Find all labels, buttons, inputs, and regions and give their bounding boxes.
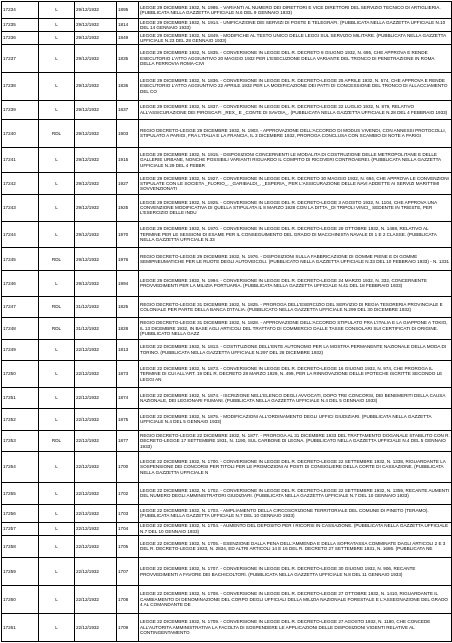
description-cell: REGIO DECRETO-LEGGE 22 DICEMBRE 1932, N. 1877. - PROROGA AL 31 DICEMBRE 1933 DEL TRATTAMENTO DOGANALE STABILITO CON R. DECRETO-LEGGE 17 SETTEMBRE 1931, N. 1190, SUL CARBONE DI LEGNA. (PUBBLICATO NELLA GAZZETTA UFFICIALE N.4 DEL 5 GENNAIO 1933) bbox=[139, 430, 452, 451]
act-date-cell: 29/12/1932 bbox=[75, 19, 117, 32]
page-number-cell: 1873 bbox=[117, 361, 139, 388]
page-number-cell: 1927 bbox=[117, 173, 139, 194]
record-number-cell: 17251 bbox=[2, 387, 39, 408]
act-date-cell: 29/12/1932 bbox=[75, 248, 117, 271]
record-number-cell: 17258 bbox=[2, 535, 39, 558]
act-date-cell: 29/12/1932 bbox=[75, 194, 117, 221]
page-number-cell: 1915 bbox=[117, 147, 139, 173]
page-number-cell: 1994 bbox=[117, 270, 139, 296]
act-type-cell: L bbox=[39, 613, 75, 641]
record-number-cell: 17236 bbox=[2, 32, 39, 45]
record-number-cell: 17238 bbox=[2, 72, 39, 100]
act-date-cell: 22/12/1932 bbox=[75, 504, 117, 522]
page-number-cell: 1925 bbox=[117, 194, 139, 221]
act-date-cell: 22/12/1932 bbox=[75, 430, 117, 451]
act-type-cell: RDL bbox=[39, 296, 75, 317]
table-row bbox=[2, 221, 452, 248]
description-cell: REGIO DECRETO-LEGGE 29 DICEMBRE 1932, N. 1903. - APPROVAZIONE DELL'ACCORDO DI MODUS VIVENDI, CON ANNESSI PROTOCOLLI, STIPULATO A PARIGI, FRA L'ITALIA E LA FRANCIA, IL 3 DICEMBRE 1932, PROROGA CONCLUSA CON SCAMBIO DI NOTE A PARIGI bbox=[139, 119, 452, 147]
description-cell: LEGGE 22 DICEMBRE 1932, N. 1700. - CONVERSIONE IN LEGGE DEL R. DECRETO-LEGGE 22 SETTEMBRE 1932, N. 1338, RIGUARDANTE LA SOSPENSIONE DEI CONCORSI PER TITOLI PER LE PROMOZIONI AI POSTI DI CONSIGLIERE DELLA CORTE DI CASSAZIONE. (PUBBLICATA NELLA GAZZETTA UFFICIALE N bbox=[139, 452, 452, 483]
record-number-cell: 17247 bbox=[2, 296, 39, 317]
table-row bbox=[2, 296, 452, 317]
description-cell: LEGGE 29 DICEMBRE 1932, N. 1915. - DISPOSIZIONI CONCERNENTI LE MODALITA DI COSTRUZIONE DELLE METROPOLITANE E DELLE GALLERIE URBANE, NONCHE POSSIBILI VARIANTI RIGUARDO IL COMPITO DI RICOVERI CONTROAEREI. (PUBBLICATA NELLA GAZZETTA UFFICIALE N.29 DEL 4 FEBBR bbox=[139, 147, 452, 173]
description-cell: REGIO DECRETO-LEGGE 31 DICEMBRE 1932, N. 1828. - APPROVAZIONE DELL'ACCORDO STIPULATO FRA L'ITALIA E LA GIAPPONE A TOKIO, IL 13 DICEMBRE 1932, IN BASE AGLI ARTICOLI DEL TRATTATO DI COMMERCIO DALLE TASSE CONSOLARI SUI CERTIFICATI DI ORIGINE. (PUBBLICATO NELLA GAZZ bbox=[139, 318, 452, 339]
page-number-cell: 1970 bbox=[117, 221, 139, 248]
act-type-cell: L bbox=[39, 522, 75, 535]
act-type-cell: L bbox=[39, 452, 75, 483]
page-number-cell: 1836 bbox=[117, 72, 139, 100]
table-row bbox=[2, 32, 452, 45]
description-cell: LEGGE 22 DICEMBRE 1932, N. 1874. - ISCRIZIONE NELL'ELENCO DEGLI AVVOCATI, DOPO TRE CONCORSI, DEI BENEMERITI DELLA CAUSA NAZIONALE, DEI LEGIONARI FIUMANI. (PUBBLICATA NELLA GAZZETTA UFFICIALE N.4 DEL 5 GENNAIO 1933) bbox=[139, 387, 452, 408]
table-row bbox=[2, 452, 452, 483]
table-body bbox=[2, 2, 452, 642]
page-number-cell: 1877 bbox=[117, 430, 139, 451]
record-number-cell: 17261 bbox=[2, 613, 39, 641]
act-date-cell: 29/12/1932 bbox=[75, 44, 117, 72]
record-number-cell: 17241 bbox=[2, 147, 39, 173]
act-date-cell: 22/12/1932 bbox=[75, 387, 117, 408]
table-row bbox=[2, 387, 452, 408]
description-cell: LEGGE 22 DICEMBRE 1932, N. 1709. - CONVERSIONE IN LEGGE DEL R. DECRETO-LEGGE 27 AGOSTO 1932, N. 1180, CHE CONCEDE ALL'AUTORITA AMMINISTRATIVA LA FACOLTA DI SOSPENDERE LE APPLICAZIONI DELLE DISPOSIZIONI VIGENTI RELATIVE AL CONTINGENTAMENTO bbox=[139, 613, 452, 641]
act-date-cell: 29/12/1932 bbox=[75, 100, 117, 119]
record-number-cell: 17246 bbox=[2, 270, 39, 296]
description-cell: LEGGE 22 DICEMBRE 1932, N. 1873. - CONVERSIONE IN LEGGE DEL R. DECRETO-LEGGE 16 GIUGNO 1932, N. 974, CHE PROROGA IL TERMINE DI CUI ALL'ART. 19 DEL R. DECRETO 28 MARZO 1929, N. 499, PER LA RINNOVAZIONE DELLE IPOTECHE ISCRITTE SECONDO LE LEGGI AN bbox=[139, 361, 452, 388]
table-row bbox=[2, 44, 452, 72]
table-row bbox=[2, 248, 452, 271]
description-cell: LEGGE 22 DICEMBRE 1932, N. 1875. - MODIFICAZIONI ALL'ORDINAMENTO DEGLI UFFICI GIUDIZIARI. (PUBBLICATA NELLA GAZZETTA UFFICIALE N.4 DEL 5 GENNAIO 1933) bbox=[139, 409, 452, 430]
table-row bbox=[2, 173, 452, 194]
record-number-cell: 17260 bbox=[2, 586, 39, 614]
act-date-cell: 22/12/1932 bbox=[75, 586, 117, 614]
page-number-cell: 1700 bbox=[117, 452, 139, 483]
description-cell: LEGGE 29 DICEMBRE 1932, N. 1914. - UNIFICAZIONE DEI SERVIZI DI POSTE E TELEGRAFI. (PUBBLICATA NELLA GAZZETTA UFFICIALE N.10 DEL 14 GENNAIO 1933) bbox=[139, 19, 452, 32]
act-type-cell: L bbox=[39, 100, 75, 119]
table-row bbox=[2, 270, 452, 296]
record-number-cell: 17239 bbox=[2, 100, 39, 119]
act-type-cell: L bbox=[39, 72, 75, 100]
description-cell: REGIO DECRETO-LEGGE 31 DICEMBRE 1932, N. 1825. - PROROGA DELL'ESERCIZIO DEL SERVIZIO DI REGIA TESORERIA PROVINCIALE E COLONIALE PER PARTE DELLA BANCA D'ITALIA. (PUBBLICATO NELLA GAZZETTA UFFICIALE N.299 DEL 30 DICEMBRE 1932) bbox=[139, 296, 452, 317]
record-number-cell: 17259 bbox=[2, 558, 39, 586]
page-number-cell: 1813 bbox=[117, 339, 139, 360]
act-type-cell: L bbox=[39, 270, 75, 296]
table-row bbox=[2, 409, 452, 430]
table-row bbox=[2, 194, 452, 221]
act-date-cell: 29/12/1932 bbox=[75, 2, 117, 19]
table-row bbox=[2, 483, 452, 504]
page-number-cell: 1828 bbox=[117, 318, 139, 339]
act-type-cell: L bbox=[39, 339, 75, 360]
description-cell: LEGGE 29 DICEMBRE 1932, N. 1927. - CONVERSIONE IN LEGGE DEL R. DECRETO 30 MAGGIO 1932, N. 694, CHE APPROVA LE CONVENZIONI STIPULATE CON LE SOCIETA _FLORIO_, _GARIBALDI_, _ESPERIA_ PER L'ASSICURAZIONE DELLE NAVI ADDETTE AI SERVIZI MARITTIMI SOVVENZIONATI bbox=[139, 173, 452, 194]
description-cell: LEGGE 29 DICEMBRE 1932, N. 1970. - CONVERSIONE IN LEGGE DEL R. DECRETO-LEGGE 29 OTTOBRE 1932, N. 1488, RELATIVO AL TERMINE PER LE SESSIONI DI ESAME PER IL CONSEGUIMENTO DEL GRADO DI MACCHINISTA NAVALE DI 1 E 2 CLASSE. (PUBBLICATA NELLA GAZZETTA UFFICIALE N.33 bbox=[139, 221, 452, 248]
act-type-cell: L bbox=[39, 221, 75, 248]
act-date-cell: 29/12/1932 bbox=[75, 147, 117, 173]
table-row bbox=[2, 522, 452, 535]
record-number-cell: 17245 bbox=[2, 248, 39, 271]
description-cell: REGIO DECRETO-LEGGE 29 DICEMBRE 1932, N. 1976. - DISPOSIZIONI SULLA FABBRICAZIONE DI GOMME PIENE E DI GOMME SEMIPNEUMATICHE PER LE RUOTE DEGLI AUTOVEICOLI. (PUBBLICATO NELLA GAZZETTA UFFICIALE N.33 DEL 10 FEBBRAIO 1933) - N. 1331 bbox=[139, 248, 452, 271]
description-cell: LEGGE 22 DICEMBRE 1932, N. 1703. - AMPLIAMENTO DELLA CIRCOSCRIZIONE TERRITORIALE DEL COMUNE DI PINETO (TERAMO). (PUBBLICATA NELLA GAZZETTA UFFICIALE N.7 DEL 10 GENNAIO 1933) bbox=[139, 504, 452, 522]
act-date-cell: 22/12/1932 bbox=[75, 409, 117, 430]
description-cell: LEGGE 22 DICEMBRE 1932, N. 1813. - COSTITUZIONE DELL'ENTE AUTONOMO PER LA MOSTRA PERMANENTE NAZIONALE DELLA MODA DI TORINO. (PUBBLICATA NELLA GAZZETTA UFFICIALE N.297 DEL 28 DICEMBRE 1932) bbox=[139, 339, 452, 360]
record-number-cell: 17254 bbox=[2, 452, 39, 483]
record-number-cell: 17249 bbox=[2, 339, 39, 360]
table-row bbox=[2, 100, 452, 119]
act-type-cell: L bbox=[39, 504, 75, 522]
description-cell: LEGGE 29 DICEMBRE 1932, N. 1837. - CONVERSIONE IN LEGGE DEL R. DECRETO-LEGGE 22 LUGLIO 1932, N. 879, RELATIVO ALL'ASSICURAZIONE DEI PIROSCAFI _REX_ E _CONTE DI SAVOIA_. (PUBBLICATA NELLA GAZZETTA UFFICIALE N.28 DEL 4 FEBBRAIO 1933) bbox=[139, 100, 452, 119]
table-row bbox=[2, 586, 452, 614]
act-type-cell: L bbox=[39, 361, 75, 388]
act-type-cell: RDL bbox=[39, 318, 75, 339]
act-date-cell: 22/12/1932 bbox=[75, 558, 117, 586]
act-type-cell: L bbox=[39, 194, 75, 221]
act-date-cell: 22/12/1932 bbox=[75, 535, 117, 558]
description-cell: LEGGE 29 DICEMBRE 1932, N. 1835. - CONVERSIONE IN LEGGE DEL R. DECRETO 8 GIUGNO 1932, N. 695, CHE APPROVA E RENDE ESECUTORIO L'ATTO AGGIUNTIVO 20 MAGGIO 1932 PER L'ESECUZIONE DELLA VARIANTE DEL TRONCO DI PENETRAZIONE IN ROMA DELLA FERROVIA ROMA-CIVI bbox=[139, 44, 452, 72]
table-row bbox=[2, 430, 452, 451]
legislation-register-table bbox=[1, 1, 452, 642]
table-row bbox=[2, 558, 452, 586]
act-type-cell: L bbox=[39, 32, 75, 45]
act-date-cell: 22/12/1932 bbox=[75, 339, 117, 360]
record-number-cell: 17257 bbox=[2, 522, 39, 535]
page-number-cell: 1703 bbox=[117, 504, 139, 522]
page-number-cell: 1707 bbox=[117, 558, 139, 586]
table-row bbox=[2, 19, 452, 32]
act-date-cell: 29/12/1932 bbox=[75, 32, 117, 45]
act-type-cell: L bbox=[39, 19, 75, 32]
table-row bbox=[2, 535, 452, 558]
table-row bbox=[2, 318, 452, 339]
record-number-cell: 17253 bbox=[2, 430, 39, 451]
table-row bbox=[2, 613, 452, 641]
act-type-cell: L bbox=[39, 147, 75, 173]
act-date-cell: 29/12/1932 bbox=[75, 72, 117, 100]
table-row bbox=[2, 504, 452, 522]
description-cell: LEGGE 29 DICEMBRE 1932, N. 1995. - VARIANTI AL NUMERO DEI DIRETTORI E VICE DIRETTORI DEL SERVIZIO TECNICO DI ARTIGLIERIA. (PUBBLICATA NELLA GAZZETTA UFFICIALE N.6 DEL 9 GENNAIO 1933) bbox=[139, 2, 452, 19]
page-number-cell: 1874 bbox=[117, 387, 139, 408]
act-date-cell: 31/12/1932 bbox=[75, 318, 117, 339]
page-number-cell: 1895 bbox=[117, 2, 139, 19]
record-number-cell: 17252 bbox=[2, 409, 39, 430]
act-type-cell: L bbox=[39, 387, 75, 408]
page-number-cell: 1835 bbox=[117, 44, 139, 72]
act-date-cell: 29/12/1932 bbox=[75, 119, 117, 147]
act-type-cell: L bbox=[39, 535, 75, 558]
act-type-cell: L bbox=[39, 586, 75, 614]
description-cell: LEGGE 22 DICEMBRE 1932, N. 1705. - ESENZIONE DALLA PENA DELL'AMMENDA E DELLA SOPRATASSA COMMINATE DAGLI ARTICOLI 2 E 3 DEL R. DECRETO-LEGGE 1933, N. 2834, ED ALTRI ARTICOLI 14 E 16 DEL R. DECRETO 27 SETTEMBRE 1931, N. 1686. (PUBBLICATA NE bbox=[139, 535, 452, 558]
table-row bbox=[2, 147, 452, 173]
description-cell: LEGGE 22 DICEMBRE 1932, N. 1702. - CONVERSIONE IN LEGGE DEL R. DECRETO-LEGGE 22 SETTEMBRE 1932, N. 1359, RECANTE AUMENTI DEL NUMERO DEGLI AMMINISTRATORI GIUDIZIARI. (PUBBLICATA NELLA GAZZETTA UFFICIALE N.7 DEL 10 GENNAIO 1933) bbox=[139, 483, 452, 504]
record-number-cell: 17243 bbox=[2, 194, 39, 221]
page-number-cell: 1837 bbox=[117, 100, 139, 119]
page-number-cell: 1704 bbox=[117, 522, 139, 535]
act-type-cell: L bbox=[39, 483, 75, 504]
act-type-cell: RDL bbox=[39, 119, 75, 147]
record-number-cell: 17234 bbox=[2, 2, 39, 19]
page-number-cell: 1708 bbox=[117, 586, 139, 614]
description-cell: LEGGE 29 DICEMBRE 1932, N. 1836. - CONVERSIONE IN LEGGE DEL R. DECRETO-LEGGE 25 APRILE 1932, N. 574, CHE APPROVA E RENDE ESECUTORIO L'ATTO AGGIUNTIVO 22 APRILE 1932 PER LA MODIFICAZIONE DEI PATTI DI CONCESSIONE DEL TRONCO DI ALLACCIAMENTO DEL CO bbox=[139, 72, 452, 100]
page-number-cell: 1702 bbox=[117, 483, 139, 504]
record-number-cell: 17240 bbox=[2, 119, 39, 147]
record-number-cell: 17255 bbox=[2, 483, 39, 504]
table-row bbox=[2, 119, 452, 147]
act-date-cell: 22/12/1932 bbox=[75, 452, 117, 483]
act-date-cell: 29/12/1932 bbox=[75, 221, 117, 248]
table-row bbox=[2, 339, 452, 360]
description-cell: LEGGE 29 DICEMBRE 1932, N. 1994. - CONVERSIONE IN LEGGE DEL R. DECRETO-LEGGE 24 MARZO 1932, N. 332, CONCERNENTE PROVVEDIMENTI PER LA MILIZIA PORTUARIA. (PUBBLICATA NELLA GAZZETTA UFFICIALE N.41 DEL 18 FEBBRAIO 1933) bbox=[139, 270, 452, 296]
act-date-cell: 22/12/1932 bbox=[75, 522, 117, 535]
description-cell: LEGGE 22 DICEMBRE 1932, N. 1707. - CONVERSIONE IN LEGGE DEL R. DECRETO-LEGGE 30 GIUGNO 1932, N. 906, RECANTE PROVVEDIMENTI A FAVORE DEI BACHICOLTORI. (PUBBLICATA NELLA GAZZETTA UFFICIALE N.8 DEL 11 GENNAIO 1933) bbox=[139, 558, 452, 586]
act-type-cell: L bbox=[39, 2, 75, 19]
description-cell: LEGGE 29 DICEMBRE 1932, N. 1849. - MODIFICHE AL TESTO UNICO DELLE LEGGI SUL SERVIZIO MILITARE. (PUBBLICATA NELLA GAZZETTA UFFICIALE N.23 DEL 28 GENNAIO 1933) bbox=[139, 32, 452, 45]
act-date-cell: 22/12/1932 bbox=[75, 483, 117, 504]
record-number-cell: 17242 bbox=[2, 173, 39, 194]
record-number-cell: 17235 bbox=[2, 19, 39, 32]
act-date-cell: 29/12/1932 bbox=[75, 270, 117, 296]
page-number-cell: 1709 bbox=[117, 613, 139, 641]
record-number-cell: 17248 bbox=[2, 318, 39, 339]
act-type-cell: L bbox=[39, 44, 75, 72]
page-number-cell: 1849 bbox=[117, 32, 139, 45]
description-cell: LEGGE 22 DICEMBRE 1932, N. 1704. - AUMENTO DEL DEPOSITO PER I RICORSI IN CASSAZIONE. (PUBBLICATA NELLA GAZZETTA UFFICIALE N.7 DEL 10 GENNAIO 1933) bbox=[139, 522, 452, 535]
act-date-cell: 29/12/1932 bbox=[75, 173, 117, 194]
act-date-cell: 22/12/1932 bbox=[75, 361, 117, 388]
page-number-cell: 1814 bbox=[117, 19, 139, 32]
page-number-cell: 1825 bbox=[117, 296, 139, 317]
act-date-cell: 22/12/1932 bbox=[75, 613, 117, 641]
page-number-cell: 1875 bbox=[117, 409, 139, 430]
table-row bbox=[2, 2, 452, 19]
page-number-cell: 1976 bbox=[117, 248, 139, 271]
page-number-cell: 1705 bbox=[117, 535, 139, 558]
record-number-cell: 17250 bbox=[2, 361, 39, 388]
act-type-cell: L bbox=[39, 409, 75, 430]
act-type-cell: L bbox=[39, 173, 75, 194]
record-number-cell: 17237 bbox=[2, 44, 39, 72]
description-cell: LEGGE 29 DICEMBRE 1932, N. 1925. - CONVERSIONE IN LEGGE DEL R. DECRETO-LEGGE 3 AGOSTO 1932, N. 1104, CHE APPROVA UNA CONVENZIONE MODIFICATIVA DI QUELLA STIPULATA IL 8 MARZO 1928 CON LA DITTA _DI TRIPOLI VINCI_ SEDENTE IN TRIESTE, PER L'ESERCIZIO DELLE INDU bbox=[139, 194, 452, 221]
record-number-cell: 17256 bbox=[2, 504, 39, 522]
description-cell: LEGGE 22 DICEMBRE 1932, N. 1708. - CONVERSIONE IN LEGGE DEL R. DECRETO-LEGGE 27 OTTOBRE 1932, N. 1410, RIGUARDANTE IL CAMBIAMENTO DI DENOMINAZIONE DEL CORPO DEGLI UFFICIALI DELLA MILIZIA NAZIONALE FORESTALE E L'ASSEGNAZIONE DEL GRADO 4 AL COMANDANTE DE bbox=[139, 586, 452, 614]
table-row bbox=[2, 361, 452, 388]
table-row bbox=[2, 72, 452, 100]
record-number-cell: 17244 bbox=[2, 221, 39, 248]
act-type-cell: L bbox=[39, 558, 75, 586]
act-type-cell: RDL bbox=[39, 430, 75, 451]
act-type-cell: RDL bbox=[39, 248, 75, 271]
page-number-cell: 1903 bbox=[117, 119, 139, 147]
act-date-cell: 31/12/1932 bbox=[75, 296, 117, 317]
